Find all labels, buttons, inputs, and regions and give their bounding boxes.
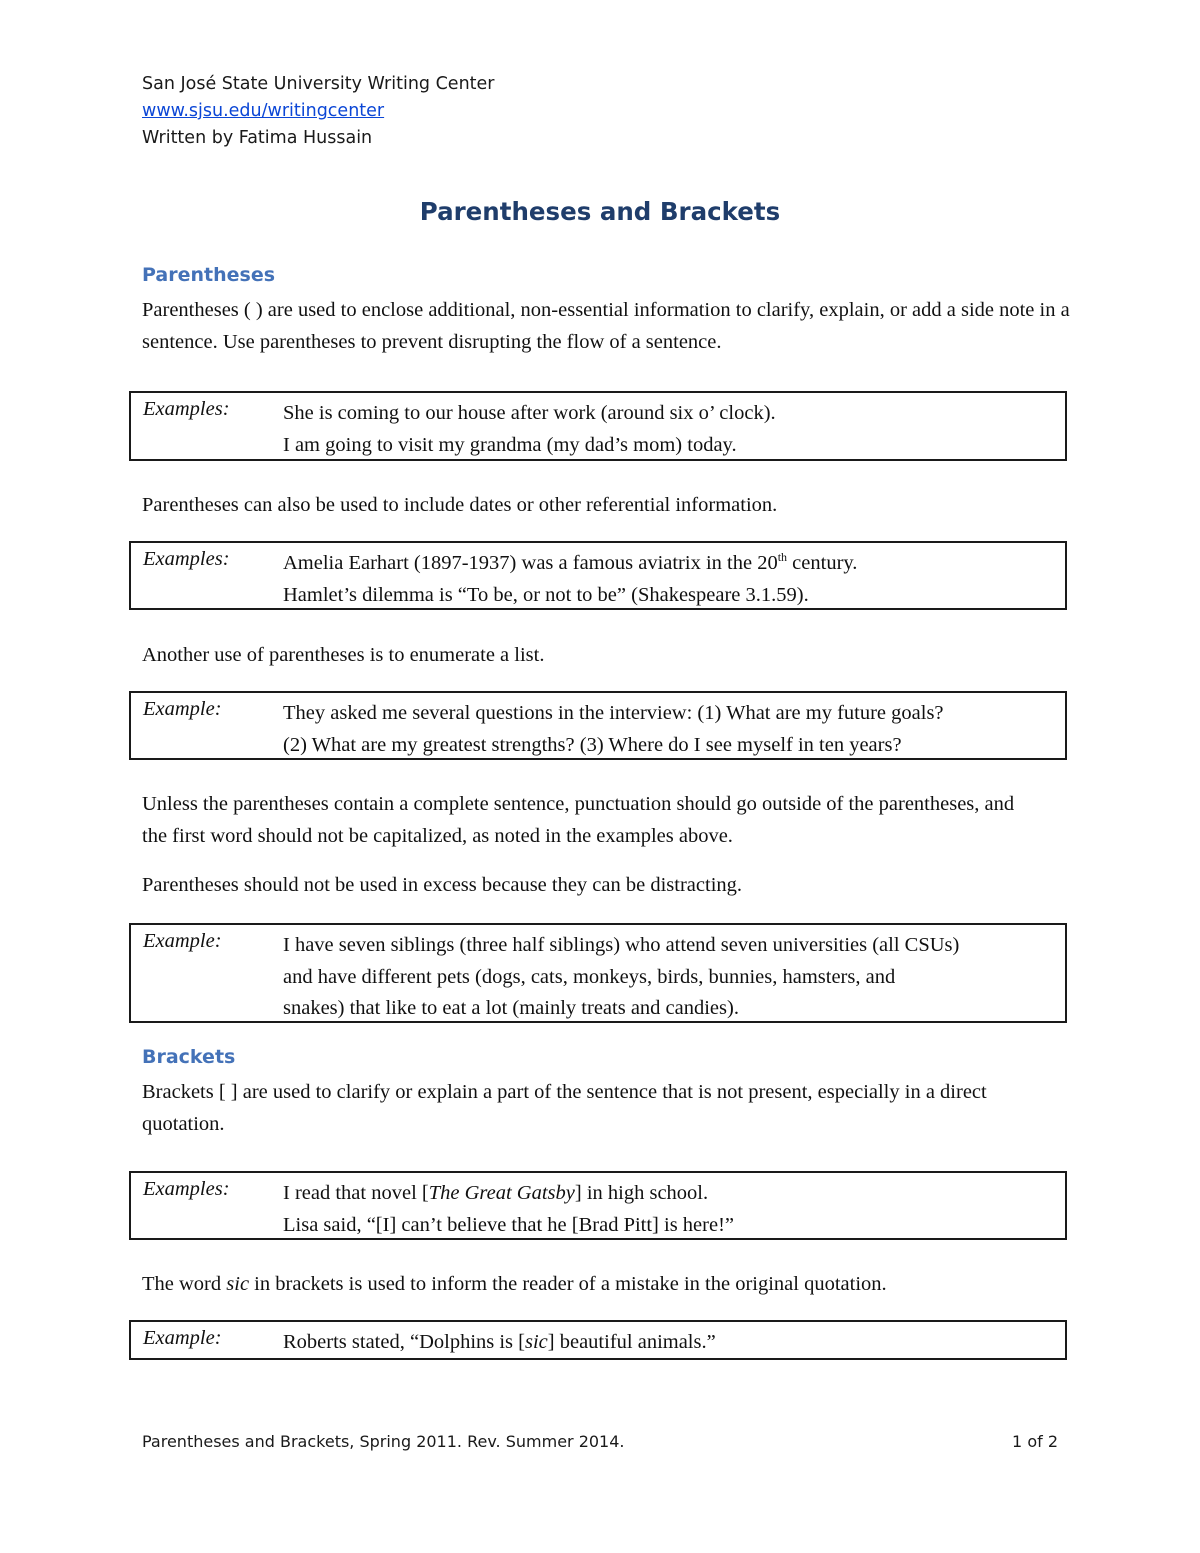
parentheses-punctuation-para: Unless the parentheses contain a complete sentence, punctuation should go outside of the parentheses, and the first word should not be capitalized, as noted in the examples above.: [142, 793, 1015, 847]
example-line: Lisa said, “[I] can’t believe that he [Brad Pitt] is here!”: [283, 1213, 735, 1236]
page-footer: [142, 1432, 1058, 1451]
document-header: [142, 71, 495, 152]
parentheses-heading: Parentheses: [142, 264, 276, 286]
parentheses-dates-para: Parentheses can also be used to include dates or other referential information.: [142, 494, 778, 516]
example-box-5: [129, 1171, 1067, 1240]
example-label: Example:: [143, 698, 222, 720]
brackets-sic-para: The word sic in brackets is used to inform the reader of a mistake in the original quotation.: [142, 1273, 887, 1295]
example-line: (2) What are my greatest strengths? (3) Where do I see myself in ten years?: [283, 733, 902, 756]
example-label: Example:: [143, 930, 222, 952]
example-box-4: [129, 923, 1067, 1023]
org-name: San José State University Writing Center: [142, 74, 495, 94]
example-line: I read that novel [The Great Gatsby] in high school.: [283, 1182, 709, 1204]
example-line: They asked me several questions in the interview: (1) What are my future goals?: [283, 702, 944, 724]
example-line: She is coming to our house after work (around six o’ clock).: [283, 402, 776, 424]
parentheses-intro: Parentheses ( ) are used to enclose additional, non-essential information to clarify, explain, or add a side note in a sentence. Use parentheses to prevent disrupting the flow of a sentence.: [142, 299, 1070, 353]
example-line: snakes) that like to eat a lot (mainly treats and candies).: [283, 997, 739, 1019]
example-line: Roberts stated, “Dolphins is [sic] beautiful animals.”: [283, 1331, 716, 1353]
brackets-intro: Brackets [ ] are used to clarify or explain a part of the sentence that is not present, especially in a direct quotation.: [142, 1081, 987, 1135]
footer-title: Parentheses and Brackets, Spring 2011. Rev. Summer 2014.: [142, 1432, 625, 1451]
example-box-3: [129, 691, 1067, 760]
page-number: 1 of 2: [1012, 1432, 1058, 1451]
example-label: Example:: [143, 1327, 222, 1349]
writing-center-link[interactable]: www.sjsu.edu/writingcenter: [142, 101, 385, 121]
example-line: and have different pets (dogs, cats, monkeys, birds, bunnies, hamsters, and: [283, 965, 896, 988]
example-label: Examples:: [143, 1178, 230, 1200]
example-line: I have seven siblings (three half siblings) who attend seven universities (all CSUs): [283, 934, 960, 956]
author-line: Written by Fatima Hussain: [142, 128, 373, 148]
example-line: Amelia Earhart (1897-1937) was a famous aviatrix in the 20th century.: [283, 550, 858, 574]
page-title: Parentheses and Brackets: [419, 197, 781, 226]
parentheses-excess-para: Parentheses should not be used in excess because they can be distracting.: [142, 874, 743, 896]
example-box-6: [129, 1320, 1067, 1360]
brackets-heading: Brackets: [142, 1046, 236, 1068]
example-line: Hamlet’s dilemma is “To be, or not to be” (Shakespeare 3.1.59).: [283, 583, 809, 606]
example-label: Examples:: [143, 398, 230, 420]
parentheses-enumerate-para: Another use of parentheses is to enumerate a list.: [142, 644, 545, 666]
example-box-2: [129, 541, 1067, 610]
example-label: Examples:: [143, 548, 230, 570]
example-box-1: [129, 391, 1067, 461]
example-line: I am going to visit my grandma (my dad’s mom) today.: [283, 433, 737, 456]
